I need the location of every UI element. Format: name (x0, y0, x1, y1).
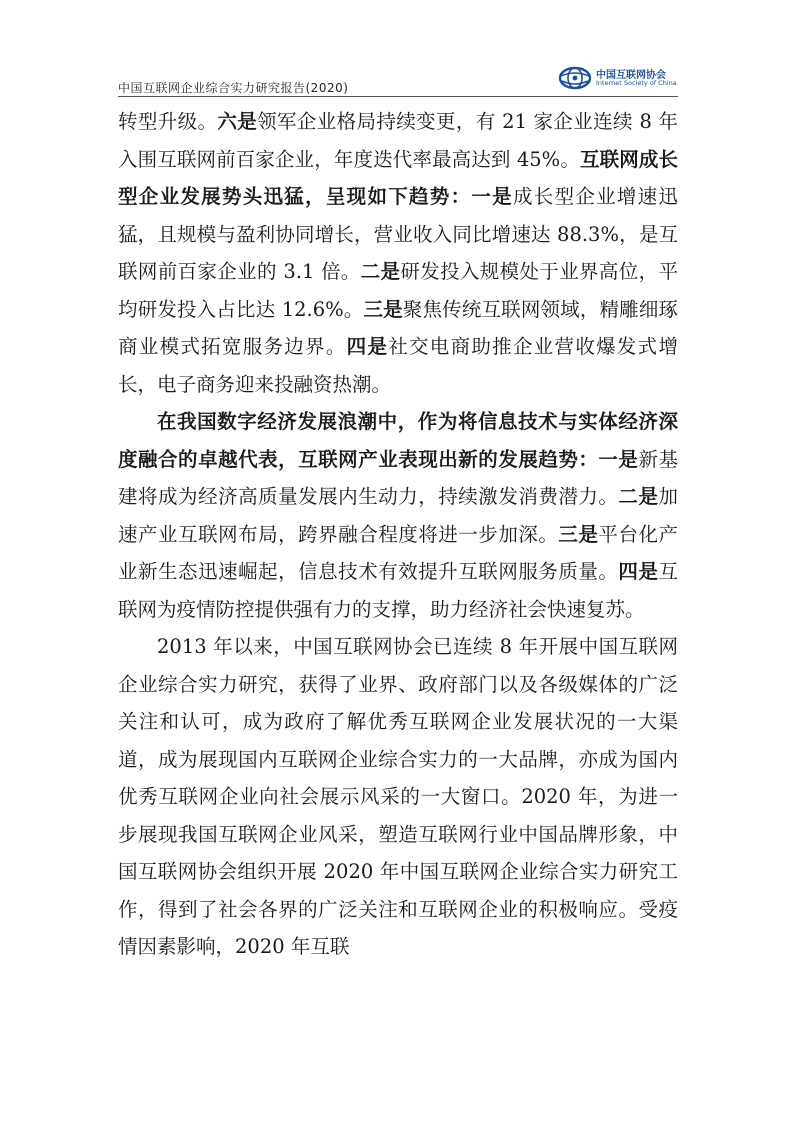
bold-text-run: 互联网成长型企业发展势头迅猛，呈现如下趋势： (118, 147, 678, 208)
page-header (118, 70, 678, 102)
bold-text-run: 在我国数字经济发展浪潮中，作为将信息技术与实体经济深度融合的卓越代表，互联网产业表现出新的发展趋势： (118, 410, 678, 471)
bold-text-run: 三是 (558, 522, 599, 546)
text-run: 新基建将成为经济高质量发展内生动力，持续激发消费潜力。 (118, 447, 678, 508)
bold-text-run: 二是 (360, 260, 401, 283)
report-title: 中国互联网企业综合实力研究报告(2020) (118, 81, 349, 95)
bold-text-run: 一是 (598, 447, 639, 471)
body-paragraph (118, 628, 678, 966)
text-run: 2013 年以来，中国互联网协会已连续 8 年开展中国互联网企业综合实力研究，获得了业界、政府部门以及各级媒体的广泛关注和认可，成为政府了解优秀互联网企业发展状况的一大渠道，成为展现国内互联网企业综合实力的一大品牌，亦成为国内优秀互联网企业向社会展示风采的一大窗口。2020 年，为进一步展现我国互联网企业风采，塑造互联网行业中国品牌形象，中国互联网协会组织开展 2020 年中国互联网企业综合实力研究工作，得到了社会各界的广泛关注和互联网企业的积极响应。受疫情因素影响，2020 年互联 (118, 635, 678, 958)
text-run: 转型升级。 (118, 110, 218, 133)
isc-logo (558, 64, 678, 94)
text-run: 互联网为疫情防控提供强有力的支撑，助力经济社会快速复苏。 (118, 560, 678, 621)
text-run: 领军企业格局持续变更，有 21 家企业连续 8 年入围互联网前百家企业，年度迭代率最高达到 45%。 (118, 110, 678, 171)
logo-name-en: Internet Society of China (596, 79, 677, 87)
header-divider (118, 96, 678, 97)
bold-text-run: 三是 (363, 297, 403, 321)
body-paragraph (118, 103, 678, 403)
body-paragraph (118, 403, 678, 628)
text-run: 平台化产业新生态迅速崛起，信息技术有效提升互联网服务质量。 (118, 522, 678, 583)
bold-text-run: 一是 (471, 185, 513, 208)
report-body (118, 103, 678, 966)
text-run: 研发投入规模处于业界高位，平均研发投入占比达 12.6%。 (118, 260, 678, 321)
text-run: 社交电商助推企业营收爆发式增长，电子商务迎来投融资热潮。 (118, 335, 678, 396)
isc-globe-logo-icon (558, 65, 592, 91)
text-run: 加速产业互联网布局，跨界融合程度将进一步加深。 (118, 485, 678, 546)
bold-text-run: 六是 (217, 110, 258, 133)
bold-text-run: 四是 (618, 560, 659, 583)
logo-name-cn: 中国互联网协会 (596, 70, 666, 81)
bold-text-run: 四是 (346, 335, 389, 358)
text-run: 成长型企业增速迅猛，且规模与盈利协同增长，营业收入同比增速达 88.3%，是互联网前百家企业的 3.1 倍。 (118, 185, 678, 283)
text-run: 聚焦传统互联网领域，精雕细琢商业模式拓宽服务边界。 (118, 297, 678, 358)
bold-text-run: 二是 (618, 485, 659, 508)
